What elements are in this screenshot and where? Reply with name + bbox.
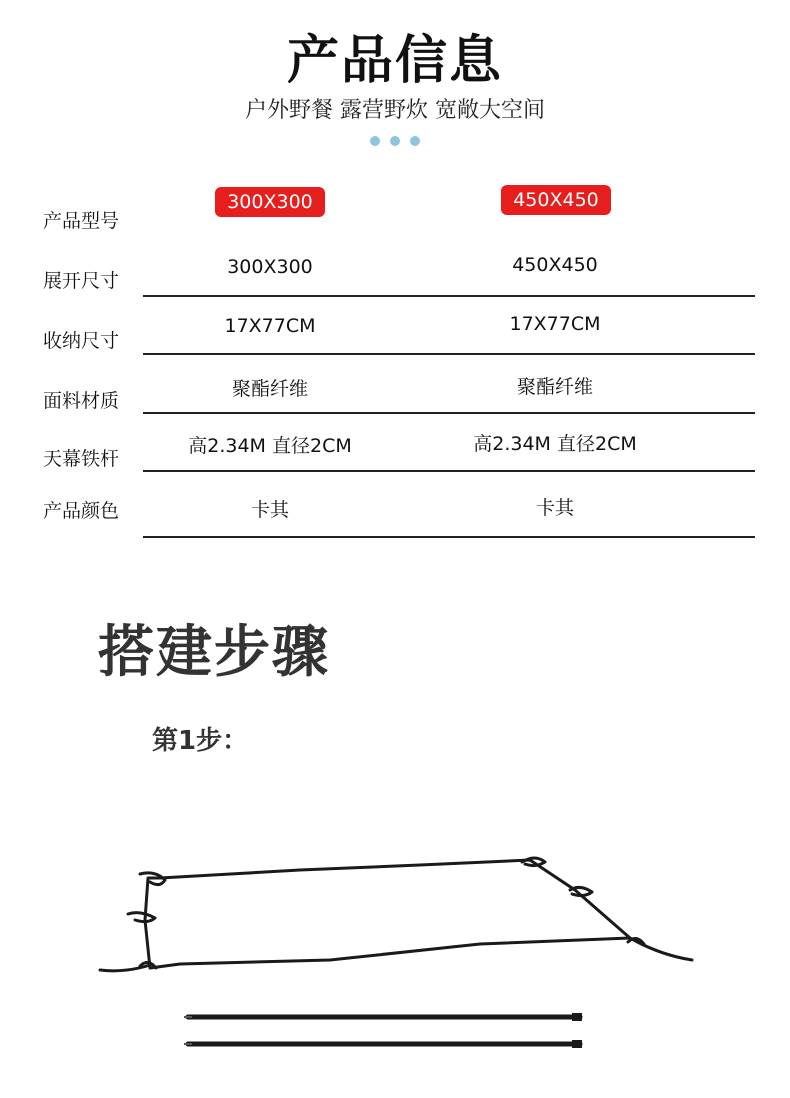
row-label-pole: 天幕铁杆 — [43, 448, 120, 470]
pole-300: 高2.34M 直径2CM — [188, 435, 352, 457]
page-title: 产品信息 — [286, 31, 503, 91]
knot-icon — [128, 913, 155, 922]
storage-size-300: 17X77CM — [224, 315, 316, 337]
dot-icon — [390, 136, 400, 146]
decorative-dots — [0, 131, 790, 150]
rope-left — [100, 965, 150, 971]
material-450: 聚酯纤维 — [516, 376, 593, 398]
row-label-model: 产品型号 — [43, 210, 120, 232]
row-label-material: 面料材质 — [43, 390, 120, 412]
table-divider — [143, 470, 755, 472]
material-300: 聚酯纤维 — [231, 378, 308, 400]
dot-icon — [410, 136, 420, 146]
row-label-unfold-size: 展开尺寸 — [43, 270, 120, 292]
tarp-outline — [145, 860, 630, 968]
table-divider — [143, 353, 755, 355]
knot-icon — [570, 887, 592, 895]
dot-icon — [370, 136, 380, 146]
steps-title: 搭建步骤 — [98, 620, 330, 685]
tent-tarp-illustration — [0, 840, 790, 1070]
step-1-label: 第1步： — [152, 726, 249, 756]
unfold-size-300: 300X300 — [227, 256, 313, 278]
row-label-storage-size: 收纳尺寸 — [43, 330, 120, 352]
unfold-size-450: 450X450 — [512, 254, 598, 276]
table-divider — [143, 412, 755, 414]
pole-450: 高2.34M 直径2CM — [473, 433, 637, 455]
color-450: 卡其 — [535, 497, 574, 519]
color-300: 卡其 — [250, 499, 289, 521]
storage-size-450: 17X77CM — [509, 313, 601, 335]
model-badge-300: 300X300 — [215, 187, 325, 217]
model-badge-450: 450X450 — [501, 185, 611, 215]
poles — [184, 1013, 582, 1048]
table-divider — [143, 536, 755, 538]
row-label-color: 产品颜色 — [43, 500, 120, 522]
table-divider — [143, 295, 755, 297]
page-subtitle: 户外野餐 露营野炊 宽敞大空间 — [245, 98, 545, 123]
